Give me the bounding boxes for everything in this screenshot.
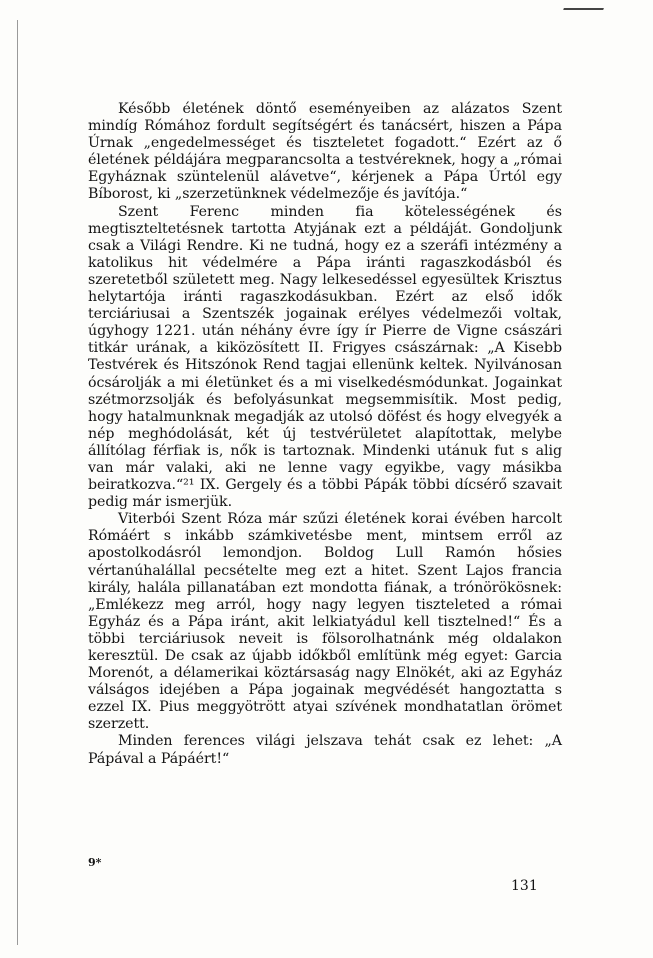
page-number: 131	[511, 878, 538, 894]
paragraph: Később életének döntő eseményeiben az alázatos Szent mindíg Rómához fordult segítségért és tanácsért, hiszen a Pápa Úrnak „engedelmességet és tiszteletet fogadott.“ Ezért az ő életének példájára megparancsolta a testvéreknek, hogy a „római Egyháznak szüntelenül alávetve“, kérjenek a Pápa Úrtól egy Bíborost, ki „szerzetünknek védelmezője és javítója.“	[88, 101, 562, 203]
printer-signature-mark: 9*	[88, 856, 102, 869]
paragraph: Szent Ferenc minden fia kötelességének és megtiszteltetésnek tartotta Atyjának ezt a példáját. Gondoljunk csak a Világi Rendre. Ki ne tudná, hogy ez a szeráfi intézmény a katolikus hit védelmére a Pápa iránti ragaszkodásból és szeretetből született meg. Nagy lelkesedéssel egyesültek Krisztus helytartója iránti ragaszkodásukban. Ezért az első idők terciáriusai a Szentszék jogainak erélyes védelmezői voltak, úgyhogy 1221. után néhány évre így ír Pierre de Vigne császári titkár urának, a kiközösített II. Frigyes császárnak: „A Kisebb Testvérek és Hitszónok Rend tagjai ellenünk keltek. Nyilvánosan ócsárolják a mi életünket és a mi viselkedésmódunkat. Jogainkat szétmorzsolják és befolyásunkat megsemmisítik. Most pedig, hogy hatalmunknak megadják az utolsó döfést és hogy elvegyék a nép meghódolását, két új testvérületet alapítottak, melybe állítólag férfiak is, nők is tartoznak. Mindenki utánuk fut s alig van már valaki, aki ne lenne vagy egyikbe, vagy másikba beiratkozva.“²¹ IX. Gergely és a többi Pápák többi dícsérő szavait pedig már ismerjük.	[88, 203, 562, 511]
paragraph: Minden ferences világi jelszava tehát csak ez lehet: „A Pápával a Pápáért!“	[88, 733, 562, 767]
paragraph: Viterbói Szent Róza már szűzi életének korai évében harcolt Rómáért s inkább számkivetésbe ment, mintsem erről az apostolkodásról lemondjon. Boldog Lull Ramón hősies vértanúhalállal pecsételte meg ezt a hitet. Szent Lajos francia király, halála pillanatában ezt mondotta fiának, a trónörökösnek: „Emlékezz meg arról, hogy nagy legyen tiszteleted a római Egyház és a Pápa iránt, akit lelkiatyádul kell tisztelned!“ És a többi terciáriusok neveit is fölsorolhatnánk még oldalakon keresztül. De csak az újabb időkből említünk még egyet: Garcia Morenót, a délamerikai köztársaság nagy Elnökét, aki az Egyház válságos idejében a Pápa jogainak megvédését hangoztatta s ezzel IX. Pius meggyötrött atyai szívének mondhatatlan örömet szerzett.	[88, 511, 562, 733]
scan-mark	[563, 0, 607, 10]
body-text	[88, 101, 562, 768]
page-edge-line	[17, 20, 18, 945]
